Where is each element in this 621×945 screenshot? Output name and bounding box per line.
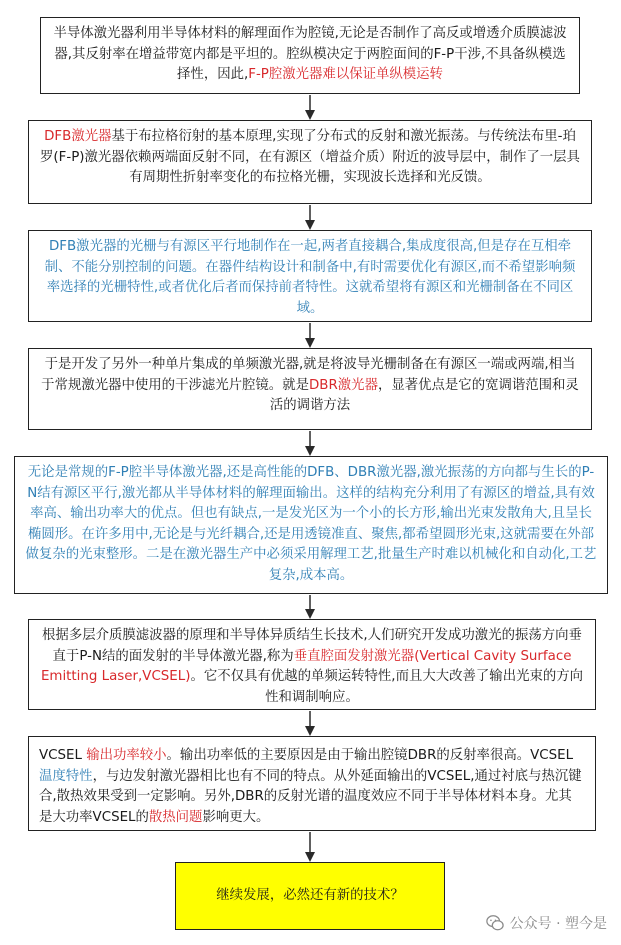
box-vcsel-issues: VCSEL 输出功率较小。输出功率低的主要原因是由于输出腔镜DBR的反射率很高。VCSEL温度特性，与边发射激光器相比也有不同的特点。从外延面输出的VCSEL,通过衬底与热沉键合,散热效果受到一定影响。另外,DBR的反射光谱的温度效应不同于半导体材料本身。尤其是大功率VCSEL的散热问题影响更大。 bbox=[28, 736, 596, 831]
box-vcsel: 根据多层介质膜滤波器的原理和半导体异质结生长技术,人们研究开发成功激光的振荡方向垂直于P-N结的面发射的半导体激光器,称为垂直腔面发射激光器(Vertical Cavity Surface Emitting Laser,VCSEL)。它不仅具有优越的单频运转特性,而且大大改善了输出光束的方向性和调制响应。 bbox=[28, 619, 596, 710]
watermark-text: 公众号 · 塑今是 bbox=[509, 916, 607, 932]
watermark bbox=[486, 913, 607, 933]
box-dbr-laser: 于是开发了另外一种单片集成的单频激光器,就是将波导光栅制备在有源区一端或两端,相当于常规激光器中使用的干涉滤光片腔镜。就是DBR激光器，显著优点是它的宽调谐范围和灵活的调谐方法 bbox=[28, 348, 592, 430]
box-edge-emitter-drawbacks: 无论是常规的F-P腔半导体激光器,还是高性能的DFB、DBR激光器,激光振荡的方向都与生长的P-N结有源区平行,激光都从半导体材料的解理面输出。这样的结构充分利用了有源区的增益,具有效率高、输出功率大的优点。但也有缺点,一是发光区为一个小的长方形,输出光束发散角大,且呈长椭圆形。在许多用中,无论是与光纤耦合,还是用透镜准直、聚焦,都希望圆形光束,这就需要在外部做复杂的光束整形。二是在激光器生产中必须采用解理工艺,批量生产时难以机械化和自动化,工艺复杂,成本高。 bbox=[14, 456, 608, 594]
wechat-icon bbox=[486, 914, 504, 932]
box-future: 继续发展，必然还有新的技术？ bbox=[175, 862, 445, 930]
box-dfb-problem: DFB激光器的光栅与有源区平行地制作在一起,两者直接耦合,集成度很高,但是存在互相牵制、不能分别控制的问题。在器件结构设计和制备中,有时需要优化有源区,而不希望影响频率选择的光栅特性,或者优化后者而保持前者特性。这就希望将有源区和光栅制备在不同区域。 bbox=[28, 230, 592, 322]
box-dfb-laser: DFB激光器基于布拉格衍射的基本原理,实现了分布式的反射和激光振荡。与传统法布里-珀罗(F-P)激光器依赖两端面反射不同，在有源区（增益介质）附近的波导层中，制作了一层具有周期性折射率变化的布拉格光栅，实现波长选择和光反馈。 bbox=[28, 120, 592, 204]
box-fp-laser: 半导体激光器利用半导体材料的解理面作为腔镜,无论是否制作了高反或增透介质膜滤波器,其反射率在增益带宽内都是平坦的。腔纵模决定于两腔面间的F-P干涉,不具备纵模选择性，因此,F-P腔激光器难以保证单纵模运转 bbox=[40, 17, 580, 94]
